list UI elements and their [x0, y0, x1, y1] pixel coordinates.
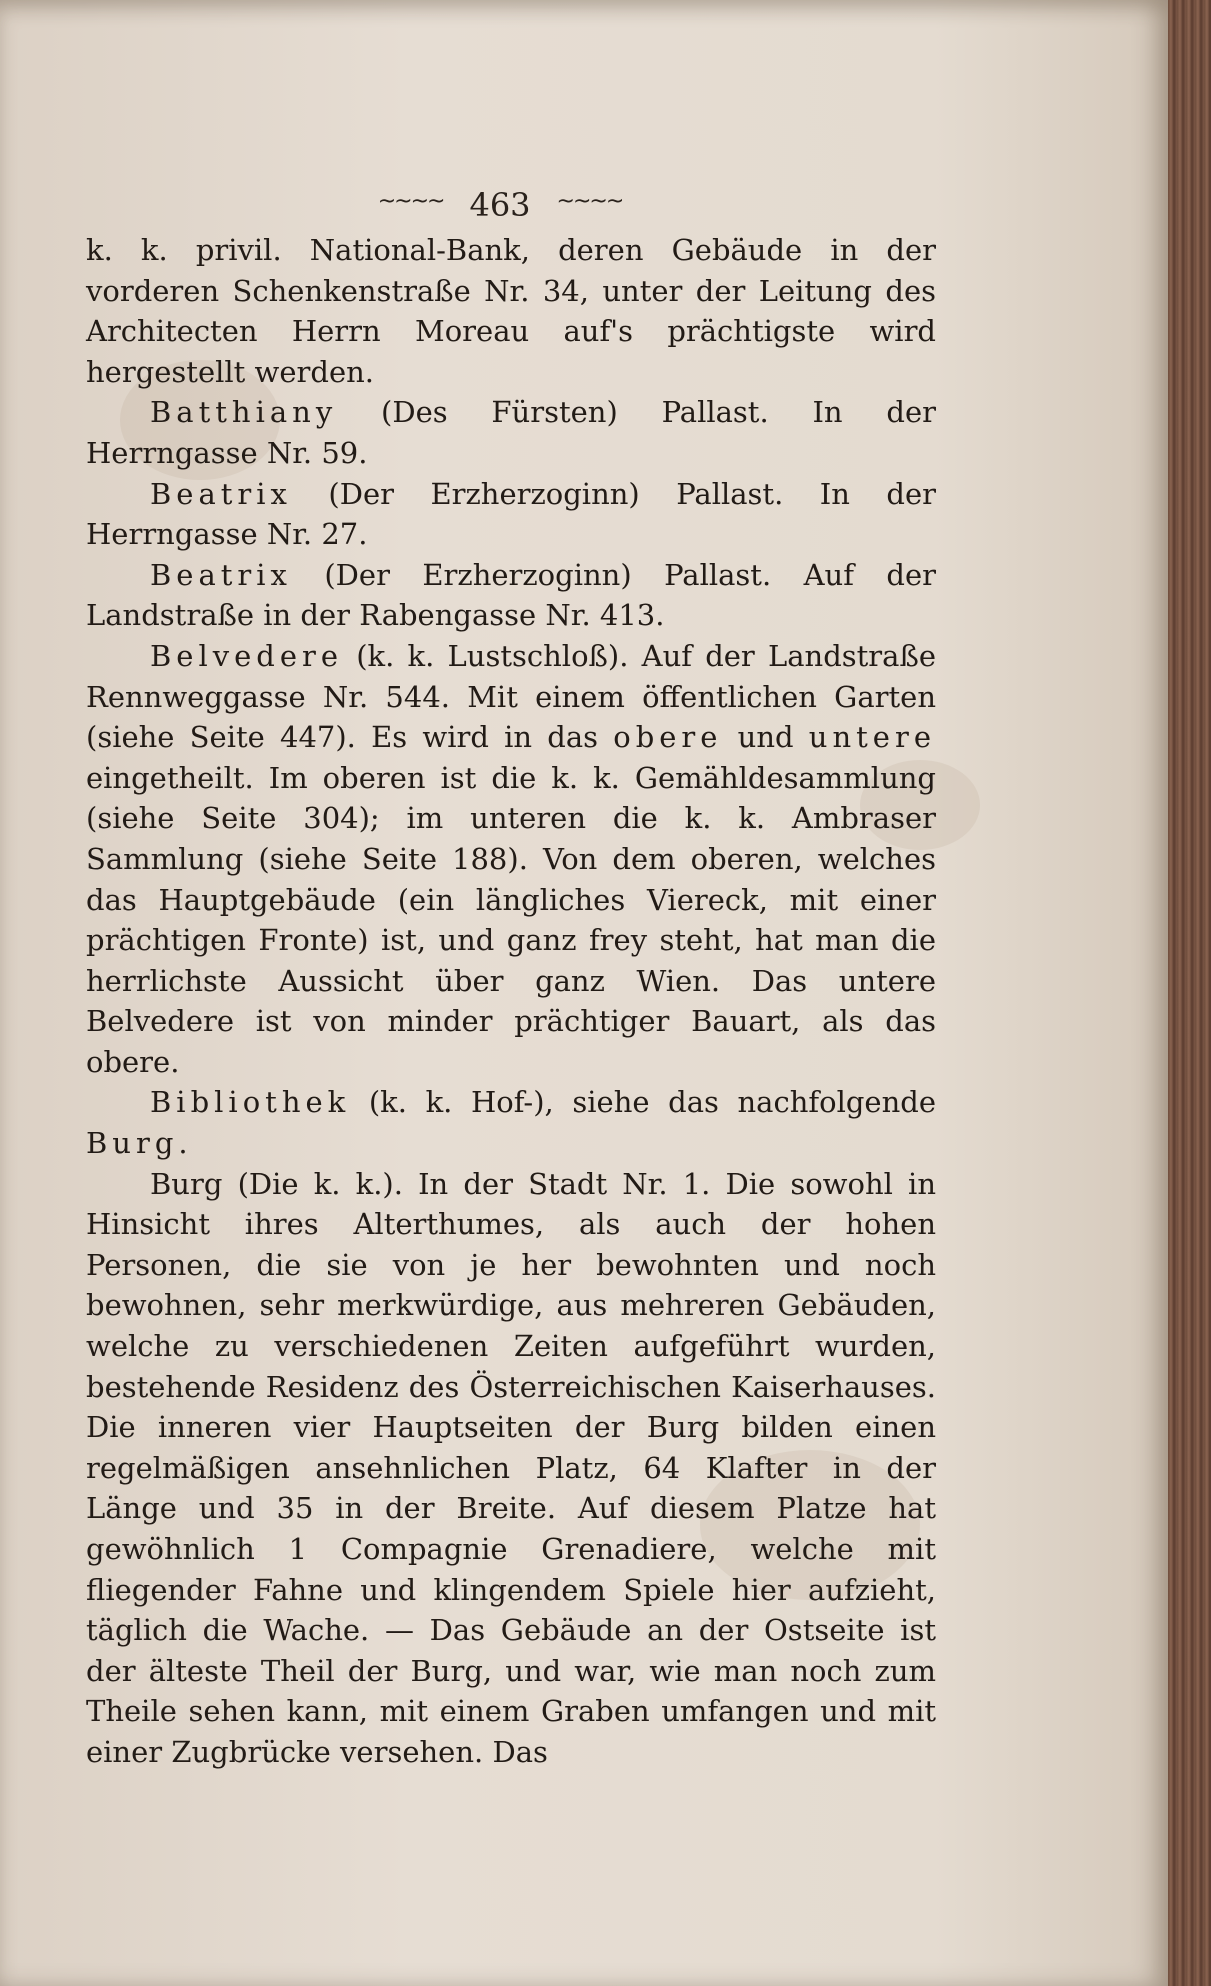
entry-batthiany	[86, 392, 936, 473]
entry-lemma: Burg	[150, 1166, 223, 1201]
cross-reference-burg: Burg	[86, 1126, 179, 1161]
emphasis-obere: obere	[613, 720, 723, 755]
entry-text: (k. k. Hof-), siehe das nachfolgende	[350, 1085, 936, 1120]
entry-lemma: Belvedere	[150, 638, 344, 673]
entry-text: (k. k. Lustschloß). Auf der Landstraße Rennweggasse Nr. 544. Mit einem öffentlichen Garten (siehe Seite 447). Es wird in das	[86, 638, 936, 755]
header-ornament-right: ~~~~	[556, 188, 623, 214]
header-ornament-left: ~~~~	[377, 188, 444, 214]
entry-burg	[86, 1164, 936, 1773]
entry-bibliothek	[86, 1082, 936, 1163]
entry-lemma: Beatrix	[150, 476, 292, 511]
entry-lemma: Beatrix	[150, 557, 292, 592]
entry-text: (Der Erzherzoginn) Pallast. Auf der Landstraße in der Rabengasse Nr. 413.	[86, 557, 936, 633]
entry-lemma: Bibliothek	[150, 1085, 351, 1120]
entry-text: k. k. privil. National-Bank, deren Gebäude in der vorderen Schenkenstraße Nr. 34, unter der Leitung des Architecten Herrn Moreau auf's prächtigste wird hergestellt werden.	[86, 233, 936, 389]
body-text	[86, 230, 936, 1773]
entry-beatrix-landstrasse	[86, 555, 936, 636]
page-header	[360, 180, 640, 230]
entry-text: (Die k. k.). In der Stadt Nr. 1. Die sowohl in Hinsicht ihres Alterthumes, als auch der hohen Personen, die sie von je her bewohnten und noch bewohnen, sehr merkwürdige, aus mehreren Gebäuden, welche zu verschiedenen Zeiten aufgeführt wurden, bestehende Residenz des Österreichischen Kaiserhauses. Die inneren vier Hauptseiten der Burg bilden einen regelmäßigen ansehnlichen Platz, 64 Klafter in der Länge und 35 in der Breite. Auf diesem Platze hat gewöhnlich 1 Compagnie Grenadiere, welche mit fliegender Fahne und klingendem Spiele hier aufzieht, täglich die Wache. — Das Gebäude an der Ostseite ist der älteste Theil der Burg, und war, wie man noch zum Theile sehen kann, mit einem Graben umfangen und mit einer Zugbrücke versehen. Das	[86, 1166, 936, 1769]
entry-text: .	[178, 1126, 188, 1161]
entry-continuation	[86, 230, 936, 392]
entry-text: (Der Erzherzoginn) Pallast. In der Herrngasse Nr. 27.	[86, 476, 936, 552]
page-number: 463	[469, 186, 531, 224]
entry-lemma: Batthiany	[150, 395, 338, 430]
emphasis-untere: untere	[808, 720, 936, 755]
entry-text: (Des Fürsten) Pallast. In der Herrngasse Nr. 59.	[86, 395, 936, 470]
entry-text: und	[722, 720, 809, 755]
entry-beatrix-herrngasse	[86, 474, 936, 555]
entry-belvedere	[86, 636, 936, 1083]
entry-text: eingetheilt. Im oberen ist die k. k. Gemähldesammlung (siehe Seite 304); im unteren die k. k. Ambraser Sammlung (siehe Seite 188). Von dem oberen, welches das Hauptgebäude (ein längliches Viereck, mit einer prächtigen Fronte) ist, und ganz frey steht, hat man die herrlichste Aussicht über ganz Wien. Das untere Belvedere ist von minder prächtiger Bauart, als das obere.	[86, 760, 936, 1079]
book-page-edges	[1168, 0, 1211, 1986]
